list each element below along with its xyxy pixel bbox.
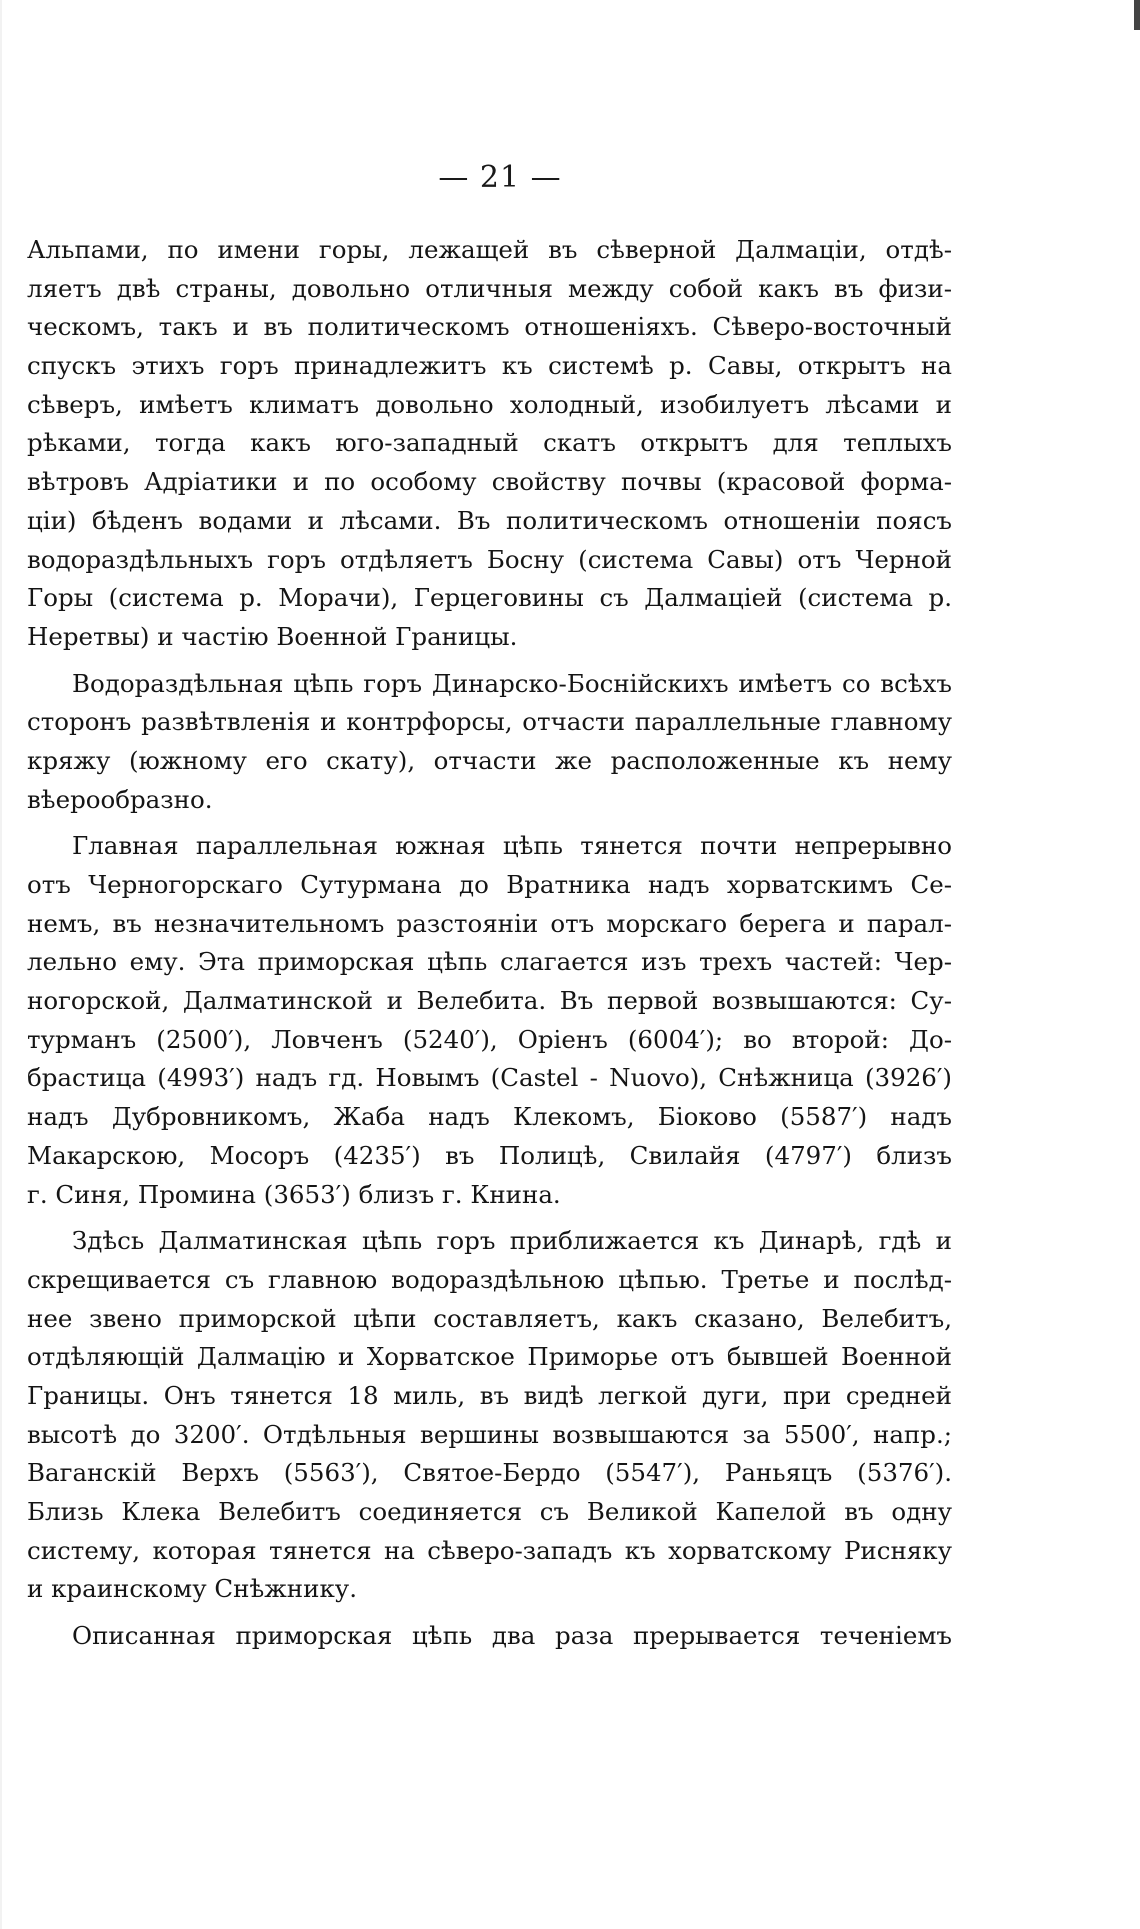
paragraph-gap [27, 657, 952, 665]
text-line: водораздѣльныхъ горъ отдѣляетъ Босну (система Савы) отъ Черной [27, 544, 952, 574]
text-line: ногорской, Далматинской и Велебита. Въ первой возвышаются: Су- [27, 986, 952, 1016]
text-line: вѣтровъ Адріатики и по особому свойству почвы (красовой форма- [27, 467, 952, 497]
text-line: немъ, въ незначительномъ разстояніи отъ морскаго берега и парал- [27, 908, 952, 938]
paragraph-5 [27, 1617, 952, 1656]
text-line: рѣками, тогда какъ юго-западный скатъ открытъ для теплыхъ [27, 428, 952, 458]
page-number: — 21 — [438, 160, 562, 195]
text-line: Альпами, по имени горы, лежащей въ сѣверной Далмаціи, отдѣ- [27, 235, 952, 264]
paragraph-gap [27, 1214, 952, 1222]
paragraph-3 [27, 827, 952, 1214]
text-line: спускъ этихъ горъ принадлежитъ къ системѣ р. Савы, открытъ на [27, 351, 952, 381]
text-line: ческомъ, такъ и въ политическомъ отношеніяхъ. Сѣверо-восточный [27, 312, 952, 342]
scan-edge-mark [1134, 0, 1140, 30]
text-line: Горы (система р. Морачи), Герцеговины съ Далмаціей (система р. [27, 583, 952, 613]
paragraph-gap [27, 1609, 952, 1617]
text-line: турманъ (2500′), Ловченъ (5240′), Оріенъ (6004′); во второй: До- [27, 1024, 952, 1054]
paragraph-4 [27, 1222, 952, 1609]
text-line: ляетъ двѣ страны, довольно отличныя между собой какъ въ физи- [27, 273, 952, 303]
text-line: надъ Дубровникомъ, Жаба надъ Клекомъ, Біоково (5587′) надъ [27, 1102, 952, 1132]
text-line: Близь Клека Велебитъ соединяется съ Великой Капелой въ одну [27, 1497, 952, 1526]
paragraph-gap [27, 819, 952, 827]
text-line: отдѣляющій Далмацію и Хорватское Приморье отъ бывшей Военной [27, 1342, 952, 1372]
text-line: ціи) бѣденъ водами и лѣсами. Въ политическомъ отношеніи поясъ [27, 505, 952, 535]
text-line: Границы. Онъ тянется 18 миль, въ видѣ легкой дуги, при средней [27, 1380, 952, 1410]
text-line: сторонъ развѣтвленія и контрфорсы, отчасти параллельные главному [27, 707, 952, 737]
paragraph-2 [27, 665, 952, 820]
text-line: кряжу (южному его скату), отчасти же расположенные къ нему [27, 745, 952, 775]
text-line: и краинскому Снѣжнику. [27, 1574, 357, 1604]
text-line: г. Синя, Промина (3653′) близъ г. Книна. [27, 1179, 561, 1209]
text-line: Ваганскій Верхъ (5563′), Святое-Бердо (5547′), Раньяцъ (5376′). [27, 1458, 952, 1488]
text-line: Описанная приморская цѣпь два раза прерывается теченіемъ [72, 1621, 952, 1651]
text-line: скрещивается съ главною водораздѣльною цѣпью. Третье и послѣд- [27, 1264, 952, 1294]
text-line: лельно ему. Эта приморская цѣпь слагается изъ трехъ частей: Чер- [27, 947, 952, 977]
text-line: вѣерообразно. [27, 784, 213, 814]
text-line: нее звено приморской цѣпи составляетъ, какъ сказано, Велебитъ, [27, 1303, 952, 1333]
scan-left-edge [0, 0, 2, 1929]
text-line: систему, которая тянется на сѣверо-западъ къ хорватскому Рисняку [27, 1535, 952, 1565]
text-line: Макарскою, Мосоръ (4235′) въ Полицѣ, Свилайя (4797′) близъ [27, 1140, 952, 1170]
paragraph-1 [27, 231, 952, 657]
text-line: высотѣ до 3200′. Отдѣльныя вершины возвышаются за 5500′, напр.; [27, 1419, 952, 1449]
text-line: отъ Черногорскаго Сутурмана до Вратника надъ хорватскимъ Се- [27, 870, 952, 899]
text-line: Неретвы) и частію Военной Границы. [27, 621, 518, 651]
text-line: брастица (4993′) надъ гд. Новымъ (Castel - Nuovo), Снѣжница (3926′) [27, 1063, 952, 1093]
text-line: Водораздѣльная цѣпь горъ Динарско-Боснійскихъ имѣетъ со всѣхъ [72, 668, 952, 698]
text-line: сѣверъ, имѣетъ климатъ довольно холодный, изобилуетъ лѣсами и [27, 389, 952, 419]
text-line: Здѣсь Далматинская цѣпь горъ приближается къ Динарѣ, гдѣ и [72, 1226, 952, 1256]
body-text [27, 231, 952, 1656]
text-line: Главная параллельная южная цѣпь тянется почти непрерывно [72, 831, 952, 861]
